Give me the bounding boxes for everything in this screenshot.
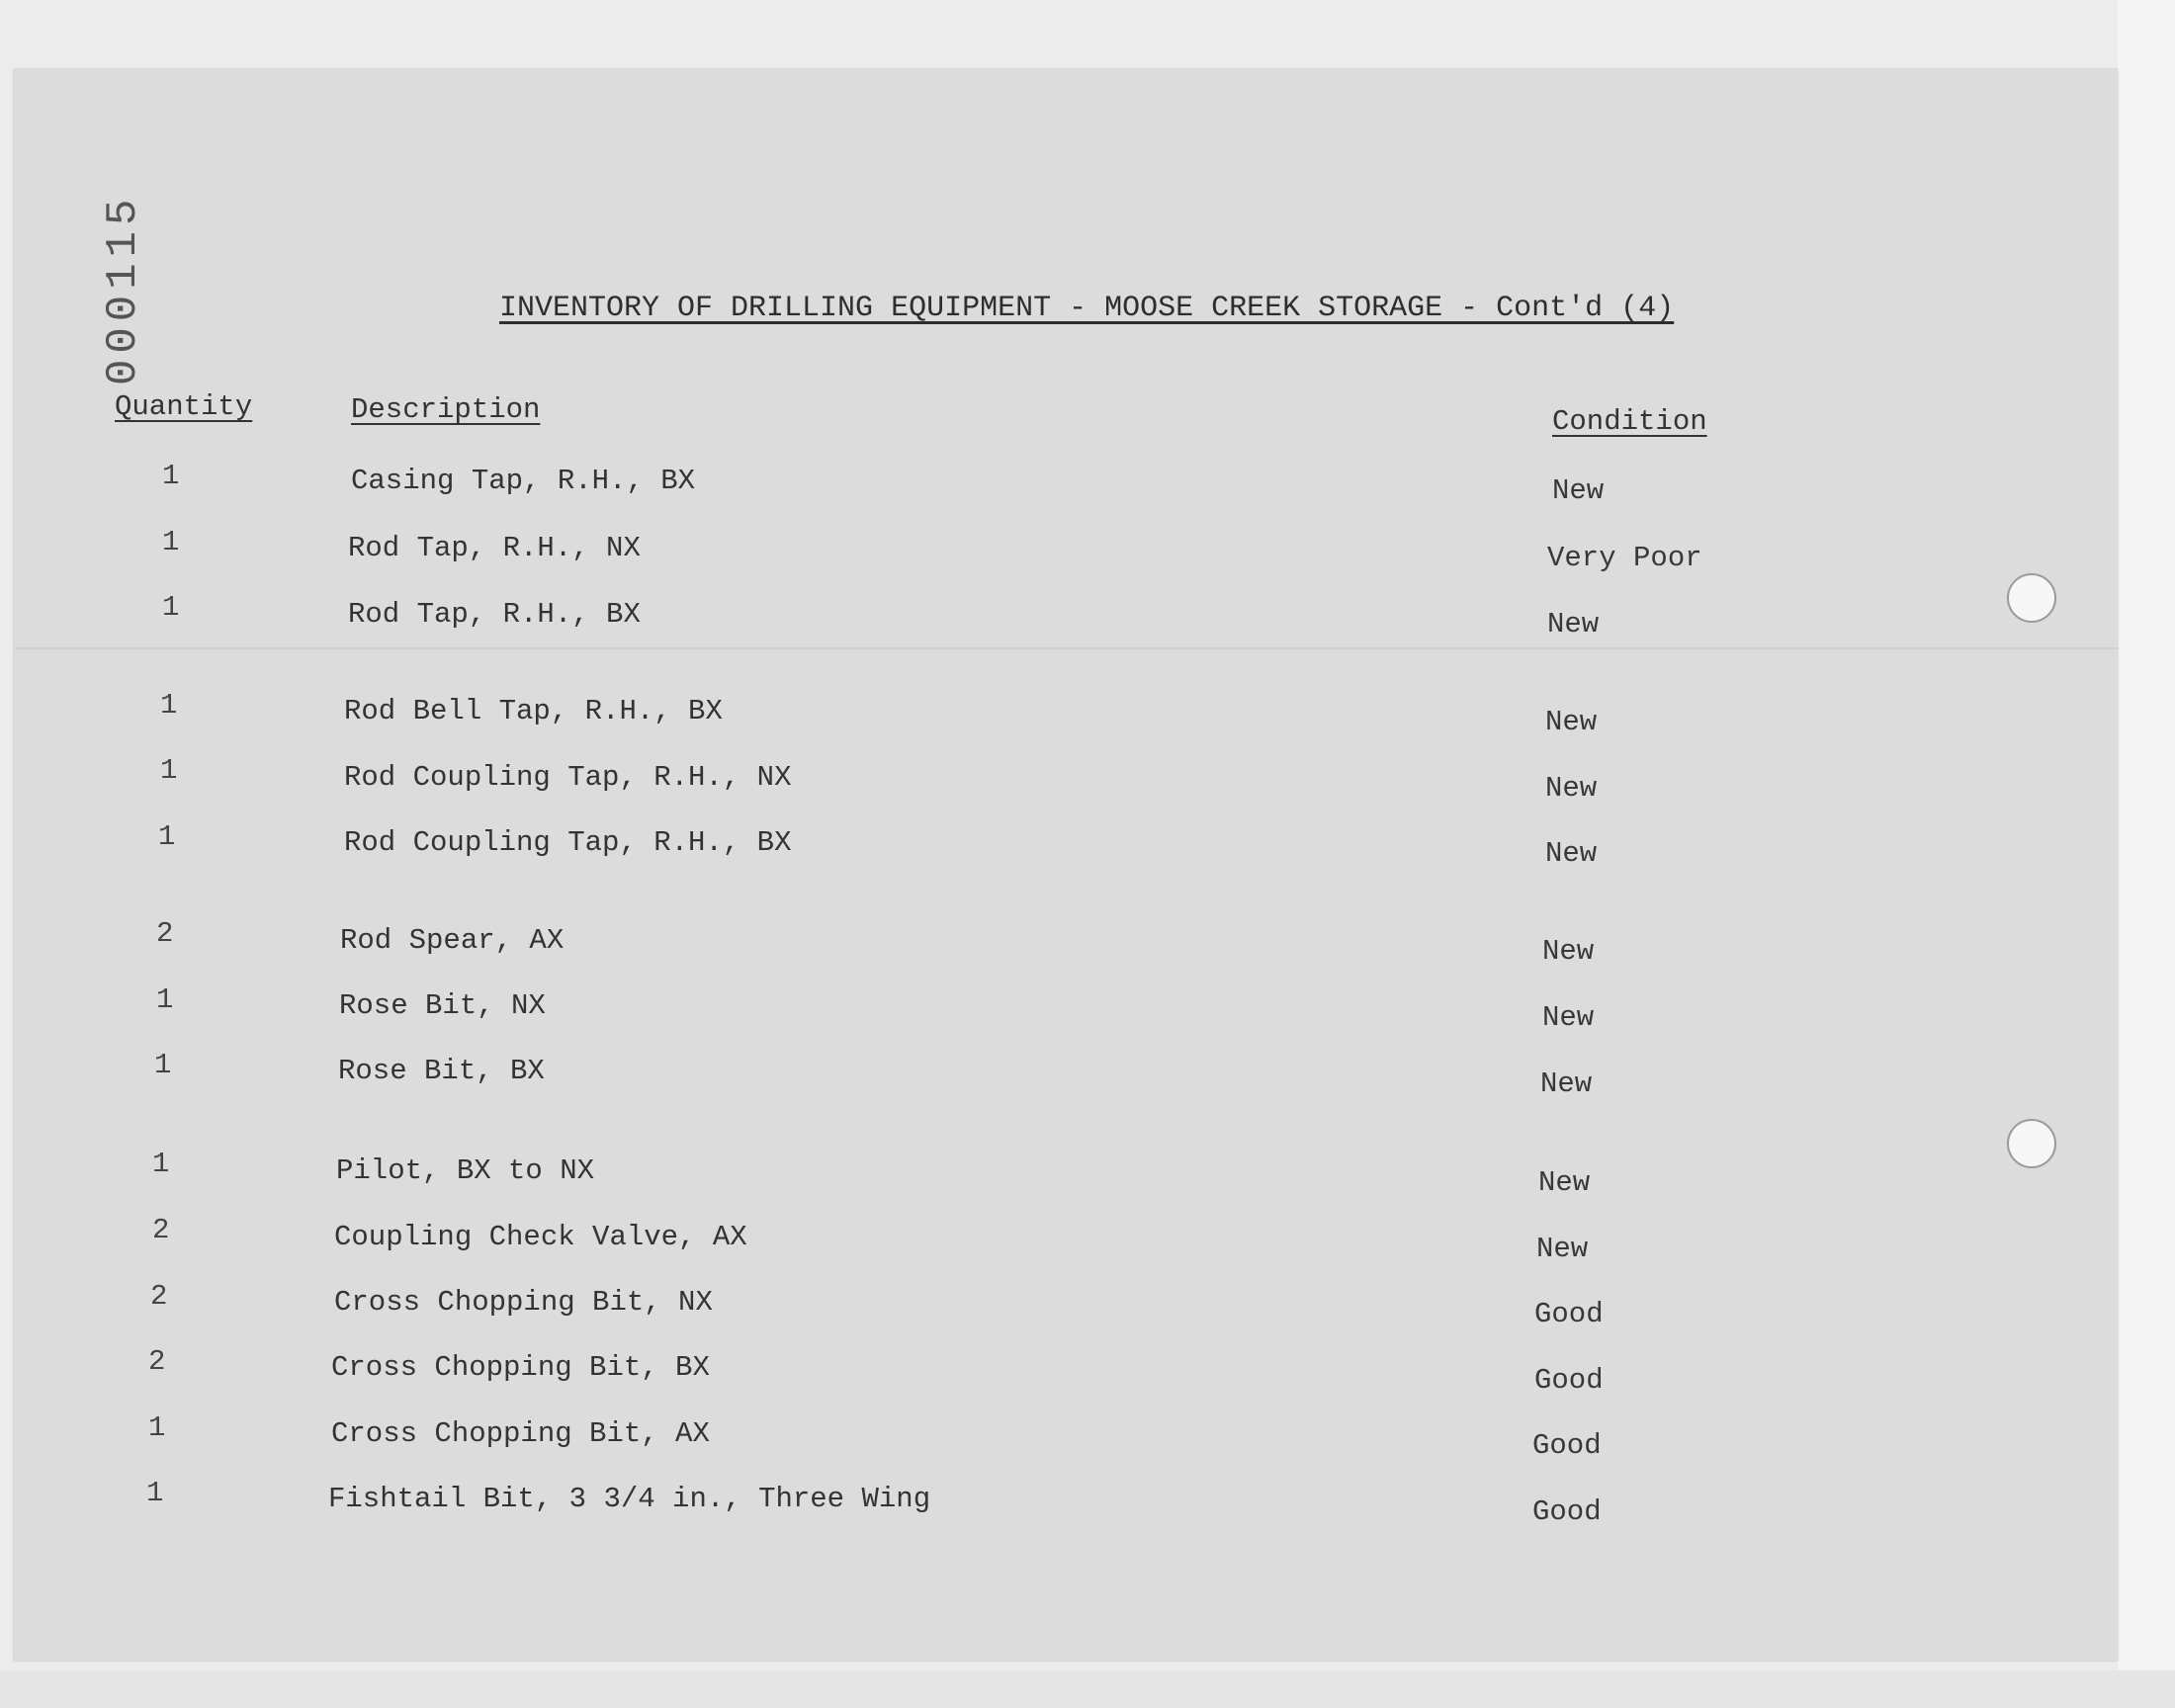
row-description: Rose Bit, NX bbox=[339, 989, 546, 1022]
row-quantity: 1 bbox=[152, 1148, 170, 1180]
row-condition: Very Poor bbox=[1547, 542, 1702, 574]
row-condition: Good bbox=[1532, 1495, 1602, 1528]
row-condition: New bbox=[1542, 1001, 1595, 1034]
row-description: Rod Tap, R.H., NX bbox=[348, 532, 641, 564]
row-quantity: 1 bbox=[156, 983, 174, 1016]
column-header-condition: Condition bbox=[1552, 405, 1707, 438]
row-condition: Good bbox=[1532, 1429, 1602, 1462]
row-quantity: 2 bbox=[152, 1214, 170, 1246]
row-description: Rod Spear, AX bbox=[340, 924, 565, 957]
row-condition: New bbox=[1547, 608, 1600, 640]
row-condition: New bbox=[1540, 1068, 1593, 1100]
row-description: Cross Chopping Bit, BX bbox=[331, 1351, 710, 1384]
row-condition: New bbox=[1545, 706, 1598, 738]
row-description: Cross Chopping Bit, AX bbox=[331, 1417, 710, 1450]
row-quantity: 2 bbox=[148, 1345, 166, 1378]
row-description: Rod Tap, R.H., BX bbox=[348, 598, 641, 631]
row-condition: New bbox=[1542, 935, 1595, 968]
row-quantity: 2 bbox=[156, 917, 174, 950]
column-header-description: Description bbox=[351, 393, 541, 426]
row-description: Fishtail Bit, 3 3/4 in., Three Wing bbox=[328, 1483, 931, 1515]
row-quantity: 1 bbox=[148, 1411, 166, 1444]
row-condition: New bbox=[1552, 474, 1605, 507]
scan-margin-right bbox=[2118, 0, 2175, 1708]
row-quantity: 1 bbox=[162, 526, 180, 558]
row-condition: New bbox=[1545, 772, 1598, 805]
row-quantity: 1 bbox=[160, 689, 178, 722]
row-quantity: 1 bbox=[160, 754, 178, 787]
row-quantity: 1 bbox=[162, 460, 180, 492]
row-description: Coupling Check Valve, AX bbox=[334, 1221, 747, 1253]
row-quantity: 1 bbox=[162, 591, 180, 624]
row-condition: New bbox=[1545, 837, 1598, 870]
page-title: INVENTORY OF DRILLING EQUIPMENT - MOOSE CREEK STORAGE - Cont'd (4) bbox=[499, 292, 1675, 325]
row-description: Pilot, BX to NX bbox=[336, 1154, 595, 1187]
row-description: Rod Bell Tap, R.H., BX bbox=[344, 695, 723, 727]
row-condition: New bbox=[1536, 1233, 1589, 1265]
page-fold-line bbox=[14, 647, 2118, 649]
row-condition: New bbox=[1538, 1166, 1591, 1199]
row-description: Rod Coupling Tap, R.H., BX bbox=[344, 826, 792, 859]
document-number: 000115 bbox=[99, 193, 148, 385]
row-condition: Good bbox=[1534, 1364, 1604, 1397]
row-quantity: 2 bbox=[150, 1280, 168, 1313]
row-description: Rose Bit, BX bbox=[338, 1055, 545, 1087]
binder-hole-upper bbox=[2007, 573, 2056, 623]
row-description: Casing Tap, R.H., BX bbox=[351, 465, 696, 497]
binder-hole-lower bbox=[2007, 1119, 2056, 1168]
row-description: Rod Coupling Tap, R.H., NX bbox=[344, 761, 792, 794]
row-quantity: 1 bbox=[154, 1049, 172, 1081]
row-quantity: 1 bbox=[158, 820, 176, 853]
column-header-quantity: Quantity bbox=[115, 390, 253, 423]
row-description: Cross Chopping Bit, NX bbox=[334, 1286, 713, 1319]
scan-margin-bottom bbox=[0, 1670, 2175, 1708]
row-condition: Good bbox=[1534, 1298, 1604, 1330]
row-quantity: 1 bbox=[146, 1477, 164, 1509]
